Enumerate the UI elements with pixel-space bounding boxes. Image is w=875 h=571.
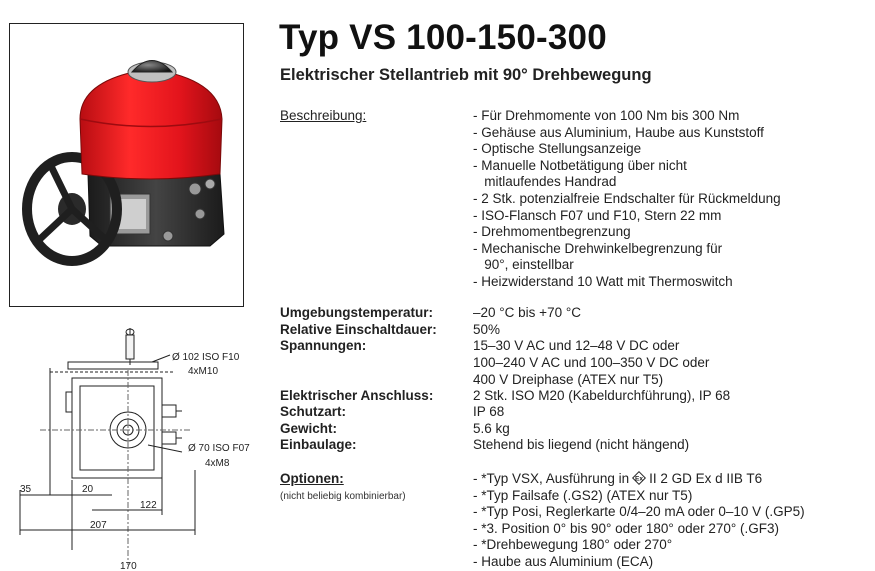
option-item: - *Typ Posi, Reglerkarte 0/4–20 mA oder 0–10 V (.GP5) [473, 504, 805, 520]
option-item: - *3. Position 0° bis 90° oder 180° oder 270° (.GF3) [473, 520, 780, 536]
option-item-vsx [473, 471, 805, 488]
flange-top-bolts: 4xM10 [188, 366, 219, 377]
description-item: - Drehmomentbegrenzung [473, 224, 631, 240]
spec-value: 15–30 V AC und 12–48 V DC oder [473, 338, 680, 353]
description-item: - Manuelle Notbetätigung über nicht [473, 157, 687, 173]
description-item: - ISO-Flansch F07 und F10, Stern 22 mm [473, 207, 722, 223]
spec-value: 100–240 V AC und 100–350 V DC oder [473, 355, 710, 370]
option-suffix: II 2 GD Ex d IIB T6 [649, 471, 763, 486]
dim-122: 122 [140, 500, 157, 511]
atex-ex-symbol: Ex [635, 475, 644, 483]
product-photo [9, 23, 244, 307]
spec-value: 400 V Dreiphase (ATEX nur T5) [473, 372, 664, 387]
flange-top-label: Ø 102 ISO F10 [172, 352, 240, 363]
description-item: - 2 Stk. potenzialfreie Endschalter für Rückmeldung [473, 190, 781, 206]
dim-20: 20 [82, 484, 94, 495]
spec-label: Umgebungstemperatur: [280, 305, 434, 320]
option-item: - Haube aus Aluminium (ECA) [473, 553, 654, 569]
flange-bottom-label: Ø 70 ISO F07 [188, 443, 250, 454]
page-title: Typ VS 100-150-300 [279, 18, 607, 57]
description-item: - Mechanische Drehwinkelbegrenzung für [473, 240, 723, 256]
description-item: mitlaufendes Handrad [473, 174, 617, 190]
spec-value: –20 °C bis +70 °C [473, 305, 581, 320]
technical-drawing [0, 320, 270, 571]
description-item: - Gehäuse aus Aluminium, Haube aus Kunststoff [473, 124, 764, 140]
options-label: Optionen: [280, 471, 344, 486]
description-item: 90°, einstellbar [473, 257, 574, 273]
flange-bottom-bolts: 4xM8 [205, 458, 230, 469]
options-note: (nicht beliebig kombinierbar) [280, 491, 406, 502]
spec-label: Gewicht: [280, 421, 338, 436]
spec-label: Elektrischer Anschluss: [280, 388, 434, 403]
spec-value: 50% [473, 322, 501, 337]
description-label: Beschreibung: [280, 108, 367, 123]
spec-label: Spannungen: [280, 338, 367, 353]
options-list [473, 471, 805, 571]
option-item: - *Typ Failsafe (.GS2) (ATEX nur T5) [473, 487, 693, 503]
dim-35: 35 [20, 484, 32, 495]
spec-value: 2 Stk. ISO M20 (Kabeldurchführung), IP 68 [473, 388, 731, 403]
option-item: - *Drehbewegung 180° oder 270° [473, 537, 673, 553]
dim-207: 207 [90, 520, 107, 531]
spec-value: 5.6 kg [473, 421, 510, 436]
spec-value: IP 68 [473, 404, 505, 419]
description-item: - Heizwiderstand 10 Watt mit Thermoswitch [473, 273, 733, 289]
atex-ex-icon [632, 471, 646, 485]
description-item: - Für Drehmomente von 100 Nm bis 300 Nm [473, 108, 740, 123]
spec-value: Stehend bis liegend (nicht hängend) [473, 437, 690, 452]
spec-label: Relative Einschaltdauer: [280, 322, 437, 337]
spec-label: Einbaulage: [280, 437, 357, 452]
dim-170: 170 [120, 561, 137, 571]
description-item: - Optische Stellungsanzeige [473, 141, 642, 157]
description-list [473, 108, 781, 291]
option-prefix: - *Typ VSX, Ausführung in [473, 471, 630, 486]
page-subtitle: Elektrischer Stellantrieb mit 90° Drehbewegung [280, 66, 652, 84]
spec-label: Schutzart: [280, 404, 347, 419]
actuator-illustration [10, 24, 243, 306]
